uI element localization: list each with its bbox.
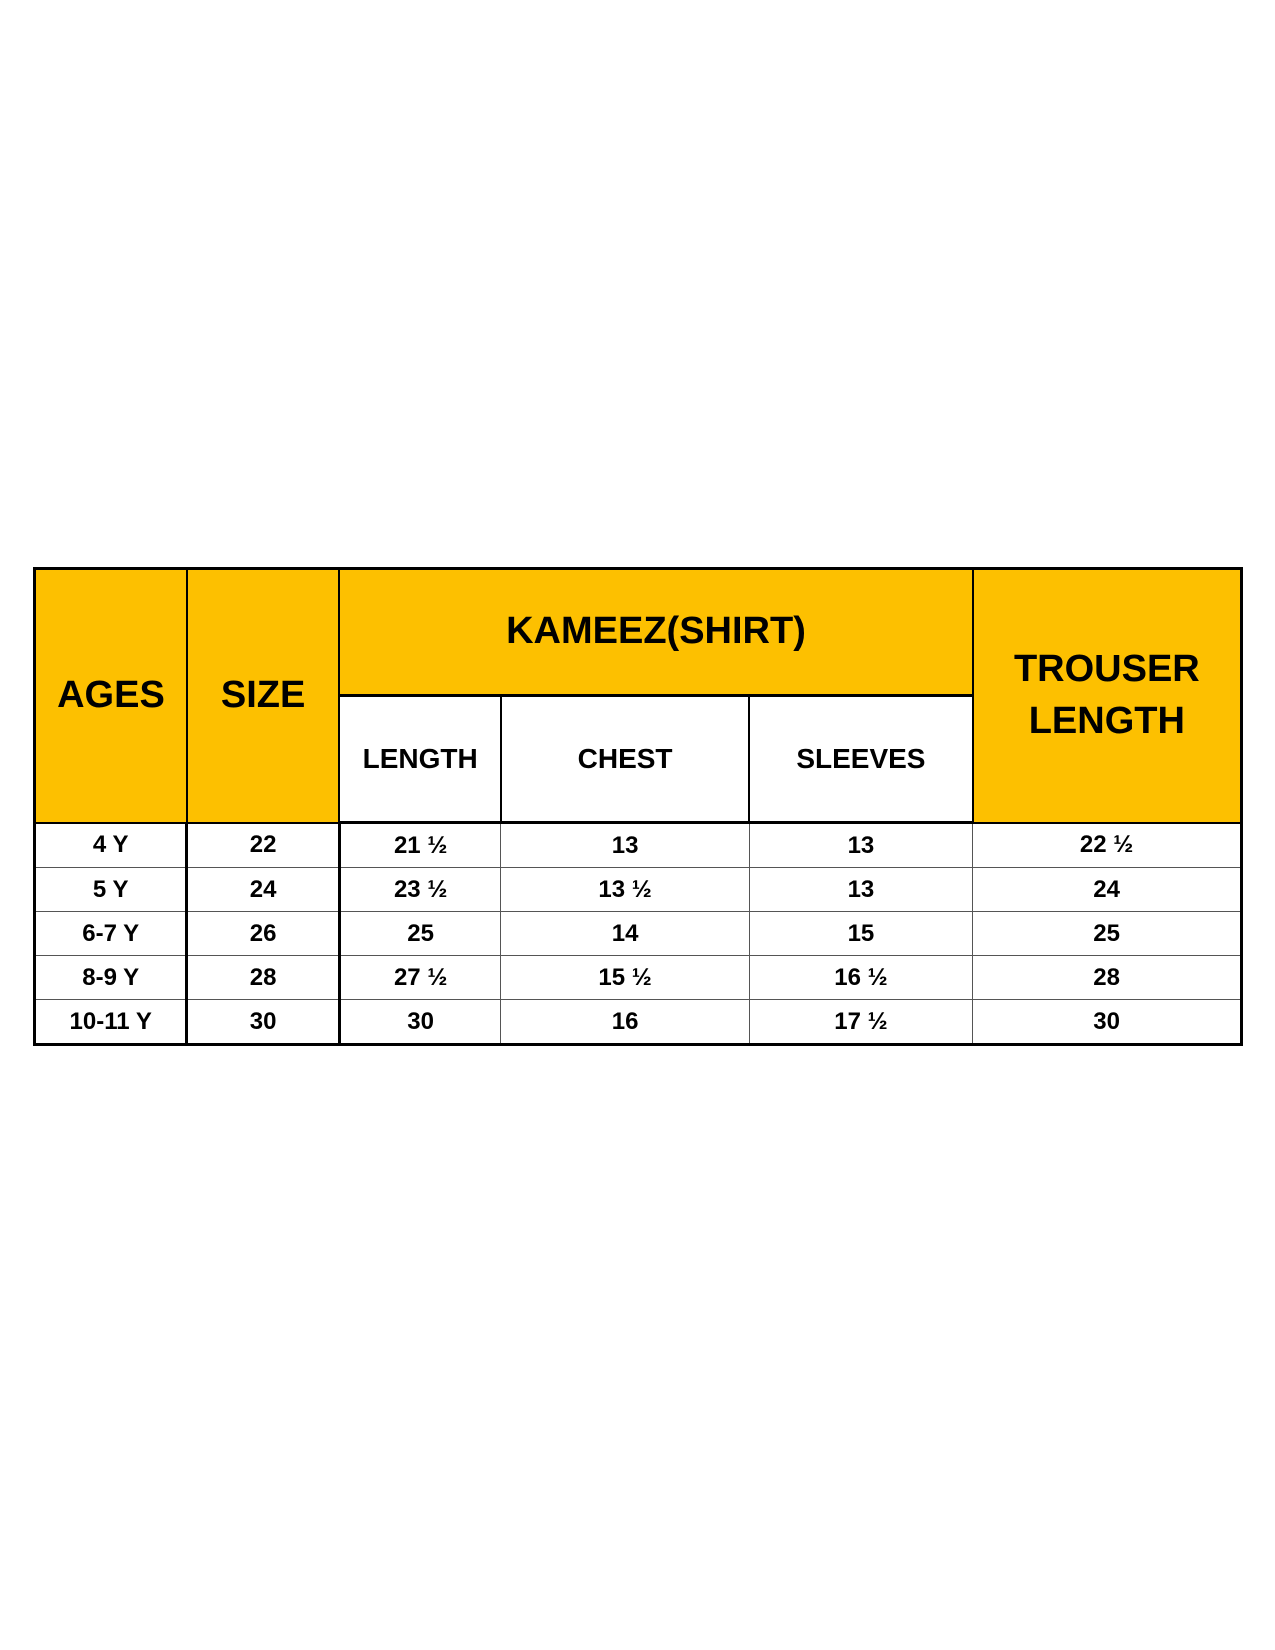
cell-size: 26 <box>187 912 339 956</box>
cell-age: 6-7 Y <box>35 912 187 956</box>
table-row <box>35 1000 1242 1045</box>
cell-length: 23 ½ <box>339 868 501 912</box>
cell-size: 30 <box>187 1000 339 1045</box>
header-sleeves: SLEEVES <box>749 696 973 823</box>
header-trouser-length <box>973 569 1242 823</box>
header-length: LENGTH <box>339 696 501 823</box>
cell-chest: 15 ½ <box>501 956 749 1000</box>
header-chest: CHEST <box>501 696 749 823</box>
table-row <box>35 912 1242 956</box>
cell-size: 28 <box>187 956 339 1000</box>
header-ages: AGES <box>35 569 187 823</box>
table-row <box>35 956 1242 1000</box>
header-size: SIZE <box>187 569 339 823</box>
cell-size: 24 <box>187 868 339 912</box>
cell-trouser: 25 <box>973 912 1242 956</box>
table-row <box>35 868 1242 912</box>
cell-age: 4 Y <box>35 823 187 868</box>
header-trouser-line2: LENGTH <box>1028 699 1185 742</box>
cell-length: 27 ½ <box>339 956 501 1000</box>
cell-size: 22 <box>187 823 339 868</box>
cell-chest: 14 <box>501 912 749 956</box>
cell-sleeves: 17 ½ <box>749 1000 973 1045</box>
cell-trouser: 28 <box>973 956 1242 1000</box>
cell-chest: 13 <box>501 823 749 868</box>
cell-length: 25 <box>339 912 501 956</box>
cell-length: 21 ½ <box>339 823 501 868</box>
cell-trouser: 24 <box>973 868 1242 912</box>
cell-trouser: 30 <box>973 1000 1242 1045</box>
cell-chest: 13 ½ <box>501 868 749 912</box>
cell-chest: 16 <box>501 1000 749 1045</box>
cell-trouser: 22 ½ <box>973 823 1242 868</box>
cell-sleeves: 15 <box>749 912 973 956</box>
table-row <box>35 823 1242 868</box>
size-chart-table <box>33 567 1243 1046</box>
cell-age: 10-11 Y <box>35 1000 187 1045</box>
header-row-top <box>35 569 1242 696</box>
cell-sleeves: 16 ½ <box>749 956 973 1000</box>
cell-age: 5 Y <box>35 868 187 912</box>
cell-age: 8-9 Y <box>35 956 187 1000</box>
header-kameez: KAMEEZ(SHIRT) <box>339 569 972 696</box>
cell-sleeves: 13 <box>749 823 973 868</box>
cell-sleeves: 13 <box>749 868 973 912</box>
header-trouser-line1: TROUSER <box>1013 648 1200 691</box>
cell-length: 30 <box>339 1000 501 1045</box>
